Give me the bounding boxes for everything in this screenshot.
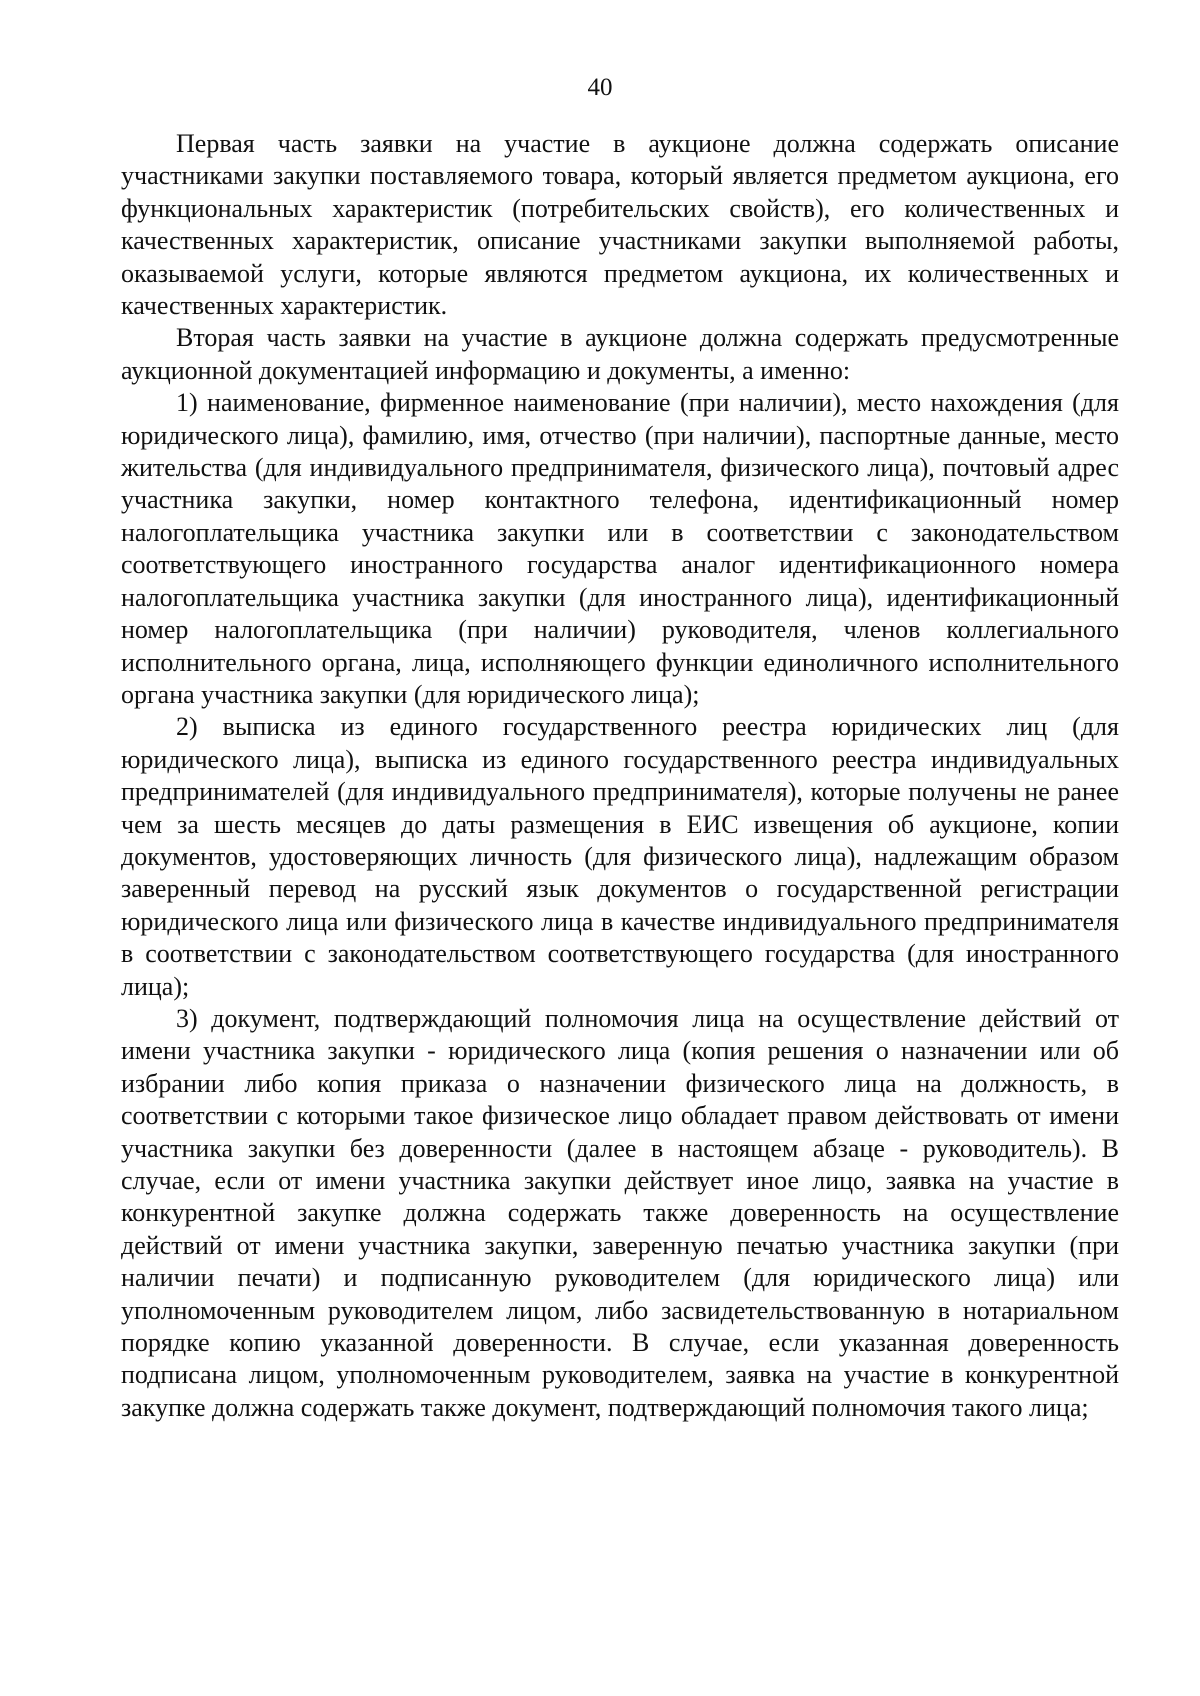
list-item-2: 2) выписка из единого государственного реестра юридических лиц (для юридического лица), выписка из единого государственного реестра индивидуальных предпринимателей (для индивидуального предпринимателя), которые получены не ранее чем за шесть месяцев до даты размещения в ЕИС извещения об аукционе, копии документов, удостоверяющих личность (для физического лица), надлежащим образом заверенный перевод на русский язык документов о государственной регистрации юридического лица или физического лица в качестве индивидуального предпринимателя в соответствии с законодательством соответствующего государства (для иностранного лица); <box>121 712 1119 1001</box>
page-number: 40 <box>587 74 613 101</box>
list-item-1: 1) наименование, фирменное наименование (при наличии), место нахождения (для юридического лица), фамилию, имя, отчество (при наличии), паспортные данные, место жительства (для индивидуального предпринимателя, физического лица), почтовый адрес участника закупки, номер контактного телефона, идентификационный номер налогоплательщика участника закупки или в соответствии с законодательством соответствующего иностранного государства аналог идентификационного номера налогоплательщика участника закупки (для иностранного лица), идентификационный номер налогоплательщика (при наличии) руководителя, членов коллегиального исполнительного органа, лица, исполняющего функции единоличного исполнительного органа участника закупки (для юридического лица); <box>121 388 1119 709</box>
paragraph-first-part: Первая часть заявки на участие в аукционе должна содержать описание участниками закупки поставляемого товара, который является предметом аукциона, его функциональных характеристик (потребительских свойств), его количественных и качественных характеристик, описание участниками закупки выполняемой работы, оказываемой услуги, которые являются предметом аукциона, их количественных и качественных характеристик. <box>121 129 1119 321</box>
list-item-3: 3) документ, подтверждающий полномочия лица на осуществление действий от имени участника закупки - юридического лица (копия решения о назначении или об избрании либо копия приказа о назначении физического лица на должность, в соответствии с которыми такое физическое лицо обладает правом действовать от имени участника закупки без доверенности (далее в настоящем абзаце - руководитель). В случае, если от имени участника закупки действует иное лицо, заявка на участие в конкурентной закупке должна содержать также доверенность на осуществление действий от имени участника закупки, заверенную печатью участника закупки (при наличии печати) и подписанную руководителем (для юридического лица) или уполномоченным руководителем лицом, либо засвидетельствованную в нотариальном порядке копию указанной доверенности. В случае, если указанная доверенность подписана лицом, уполномоченным руководителем, заявка на участие в конкурентной закупке должна содержать также документ, подтверждающий полномочия такого лица; <box>121 1003 1119 1422</box>
document-body <box>121 128 1119 1424</box>
paragraph-second-part: Вторая часть заявки на участие в аукционе должна содержать предусмотренные аукционной документацией информацию и документы, а именно: <box>121 323 1119 385</box>
